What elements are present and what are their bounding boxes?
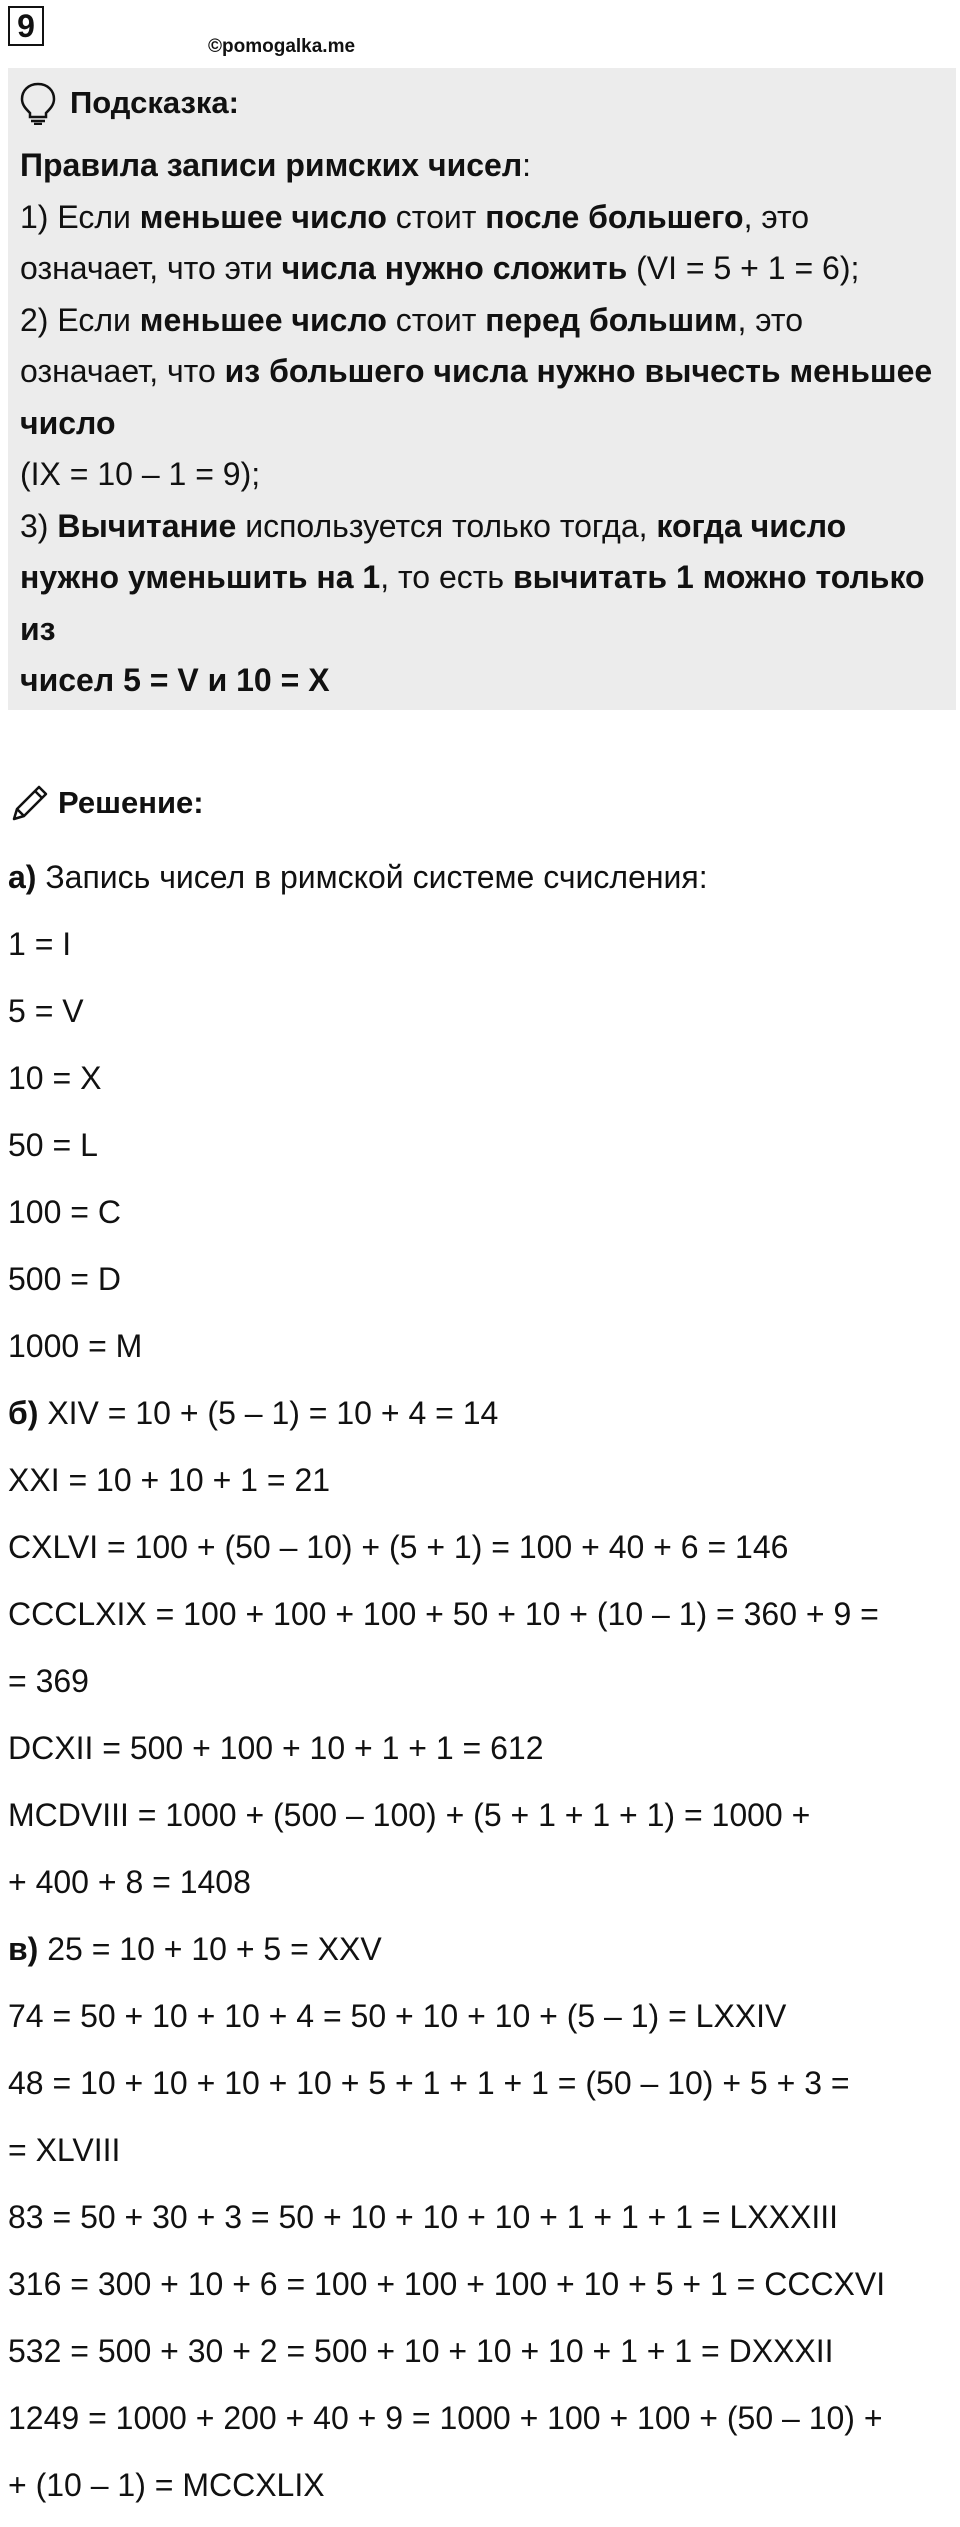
hint-rule-title: Правила записи римских чисел:: [20, 147, 532, 183]
part-a-line: 500 = D: [8, 1261, 121, 1297]
hint-body: [20, 140, 940, 707]
pencil-icon: [8, 781, 52, 825]
hint-header: [18, 78, 239, 128]
part-c-line: 532 = 500 + 30 + 2 = 500 + 10 + 10 + 10 + 1 + 1 = DXXXII: [8, 2333, 834, 2369]
part-b-line: CXLVI = 100 + (50 – 10) + (5 + 1) = 100 + 40 + 6 = 146: [8, 1529, 789, 1565]
part-c-line: 83 = 50 + 30 + 3 = 50 + 10 + 10 + 10 + 1 + 1 + 1 = LXXXIII: [8, 2199, 838, 2235]
hint-rule-1-line-2: означает, что эти числа нужно сложить (VI = 5 + 1 = 6);: [20, 250, 860, 286]
part-a-line: 1000 = M: [8, 1328, 143, 1364]
hint-rule-3-line-2: нужно уменьшить на 1, то есть вычитать 1 можно только: [20, 559, 925, 595]
hint-rule-3-line-4: чисел 5 = V и 10 = X: [20, 662, 330, 698]
part-c-line: 316 = 300 + 10 + 6 = 100 + 100 + 100 + 10 + 5 + 1 = CCCXVI: [8, 2266, 886, 2302]
part-b-line: = 369: [8, 1663, 89, 1699]
part-a-heading: а) Запись чисел в римской системе счисления:: [8, 859, 708, 895]
part-c-line: = XLVIII: [8, 2132, 121, 2168]
part-b-line: MCDVIII = 1000 + (500 – 100) + (5 + 1 + 1 + 1) = 1000 +: [8, 1797, 811, 1833]
solution-header: [8, 778, 204, 828]
part-b-heading: б) XIV = 10 + (5 – 1) = 10 + 4 = 14: [8, 1395, 499, 1431]
hint-rule-1-line-1: 1) Если меньшее число стоит после большего, это: [20, 198, 810, 235]
part-a-line: 50 = L: [8, 1127, 98, 1163]
part-b-line: CCCLXIX = 100 + 100 + 100 + 50 + 10 + (10 – 1) = 360 + 9 =: [8, 1596, 879, 1632]
hint-title: Подсказка:: [70, 85, 239, 120]
part-b-line: + 400 + 8 = 1408: [8, 1864, 251, 1900]
site-watermark: ©pomogalka.me: [208, 36, 356, 57]
part-a-line: 1 = I: [8, 926, 72, 962]
part-a-line: 100 = C: [8, 1194, 121, 1230]
solution-title: Решение:: [58, 785, 204, 820]
hint-rule-2-line-4: (IX = 10 – 1 = 9);: [20, 456, 261, 492]
solution-body: [8, 852, 948, 2527]
hint-panel: [8, 68, 956, 710]
part-c-line: 74 = 50 + 10 + 10 + 4 = 50 + 10 + 10 + (5 – 1) = LXXIV: [8, 1998, 787, 2034]
part-c-line: 48 = 10 + 10 + 10 + 10 + 5 + 1 + 1 + 1 = (50 – 10) + 5 + 3 =: [8, 2065, 850, 2101]
hint-rule-2-line-2: означает, что из большего числа нужно вычесть меньшее: [20, 353, 933, 389]
part-b-line: DCXII = 500 + 100 + 10 + 1 + 1 = 612: [8, 1730, 544, 1766]
hint-rule-2-line-1: 2) Если меньшее число стоит перед большим, это: [20, 301, 803, 338]
hint-rule-2-line-3: число: [20, 404, 116, 441]
hint-rule-3-line-3: из: [20, 610, 56, 647]
task-number-box: 9: [8, 6, 44, 46]
lightbulb-icon: [18, 81, 58, 125]
part-c-heading: в) 25 = 10 + 10 + 5 = XXV: [8, 1931, 382, 1967]
part-c-line: + (10 – 1) = MCCXLIX: [8, 2467, 325, 2503]
hint-rule-3-line-1: 3) Вычитание используется только тогда, когда число: [20, 507, 847, 544]
part-a-line: 5 = V: [8, 993, 84, 1029]
part-c-line: 1249 = 1000 + 200 + 40 + 9 = 1000 + 100 + 100 + (50 – 10) +: [8, 2400, 883, 2436]
part-b-line: XXI = 10 + 10 + 1 = 21: [8, 1462, 331, 1498]
part-a-line: 10 = X: [8, 1060, 102, 1096]
